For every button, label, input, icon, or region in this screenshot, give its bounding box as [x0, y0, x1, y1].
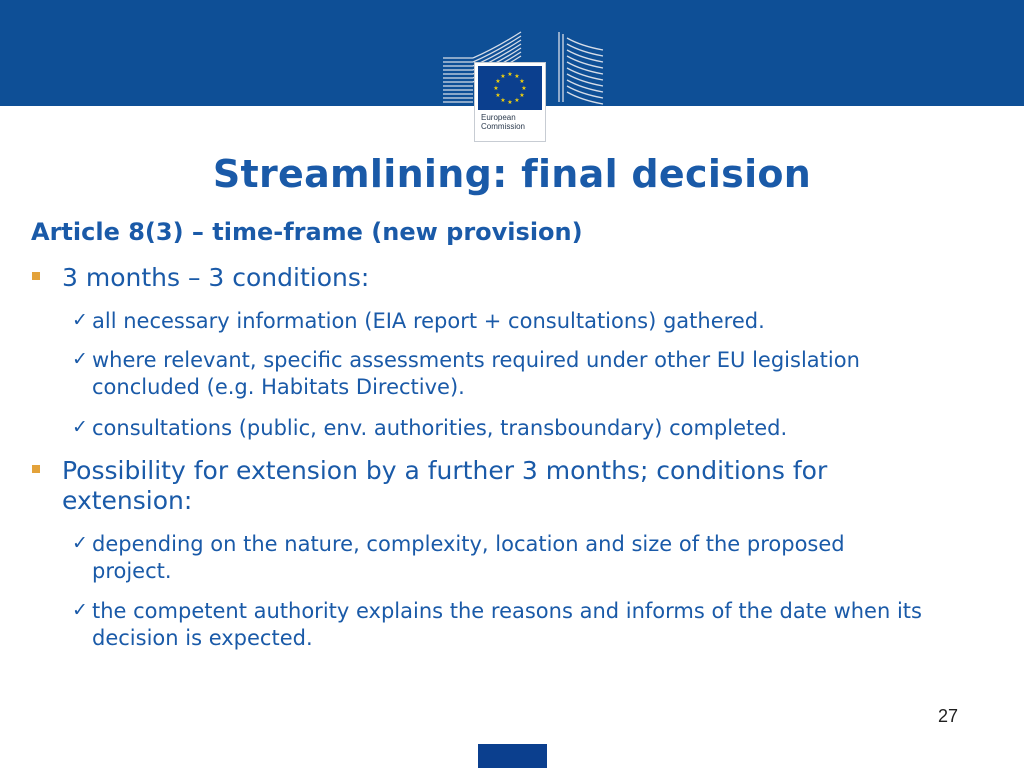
svg-text:★: ★	[500, 97, 506, 104]
svg-text:★: ★	[519, 78, 525, 85]
svg-text:★: ★	[514, 97, 520, 104]
svg-text:★: ★	[514, 73, 520, 80]
bullet-item: Possibility for extension by a further 3 months; conditions for extension:	[62, 456, 828, 515]
check-icon: ✓	[72, 348, 88, 370]
square-bullet-icon	[32, 465, 40, 473]
sub-bullet-item: where relevant, specific assessments required under other EU legislation concluded (e.g. Habitats Directive).	[92, 348, 860, 399]
check-icon: ✓	[72, 532, 88, 554]
svg-text:★: ★	[507, 99, 513, 106]
logo-line-1: European	[481, 113, 516, 122]
bottom-flag	[478, 744, 547, 768]
sub-bullet-item: all necessary information (EIA report + consultations) gathered.	[92, 309, 765, 333]
logo-text	[481, 113, 525, 131]
page-number: 27	[938, 706, 959, 726]
svg-text:★: ★	[495, 78, 501, 85]
bullet-item: 3 months – 3 conditions:	[62, 263, 370, 292]
svg-text:★: ★	[519, 92, 525, 99]
check-icon: ✓	[72, 599, 88, 621]
svg-text:★: ★	[500, 73, 506, 80]
sub-bullet-item: depending on the nature, complexity, location and size of the proposed project.	[92, 532, 845, 583]
logo-box	[474, 62, 546, 142]
svg-text:★: ★	[493, 85, 499, 92]
slide-title: Streamlining: final decision	[212, 152, 812, 196]
square-bullet-icon	[32, 272, 40, 280]
sub-bullet-item: consultations (public, env. authorities, transboundary) completed.	[92, 416, 788, 440]
slide-subheading: Article 8(3) – time-frame (new provision)	[31, 218, 583, 246]
svg-text:★: ★	[521, 85, 527, 92]
logo-line-2: Commission	[481, 122, 526, 131]
check-icon: ✓	[72, 416, 88, 438]
check-icon: ✓	[72, 309, 88, 331]
svg-text:★: ★	[507, 71, 513, 78]
eu-flag-icon	[478, 66, 542, 110]
sub-bullet-item: the competent authority explains the reasons and informs of the date when its decision is expected.	[92, 599, 922, 650]
svg-text:★: ★	[495, 92, 501, 99]
